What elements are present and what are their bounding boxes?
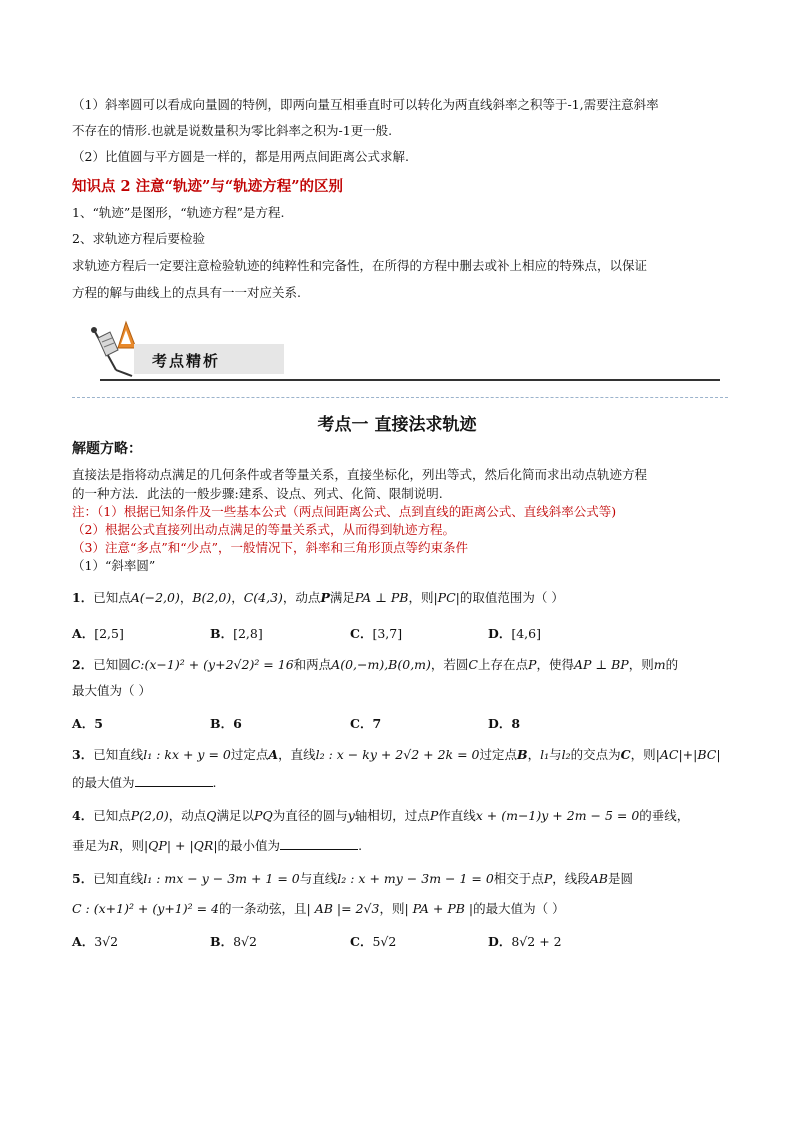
knowledge-item-1: 1、“轨迹”是图形，“轨迹方程”是方程. [72,205,285,220]
knowledge-item-2: 2、求轨迹方程后要检验 [72,231,205,246]
perp-condition: PA ⊥ PB [354,590,409,605]
q1-option-c[interactable]: C．[3,7] [350,626,403,641]
note-2: （2）根据公式直接列出动点满足的等量关系式，从而得到轨迹方程。 [72,522,455,537]
q1-option-d[interactable]: D．[4,6] [488,626,541,641]
method-line-1: 直接法是指将动点满足的几何条件或者等量关系，直接坐标化，列出等式，然后化简而求出动点轨迹方程 [72,467,648,482]
intro-para-1-line-1: （1）斜率圆可以看成向量圆的特例，即两向量互相垂直时可以转化为两直线斜率之积等于-1,需要注意斜率 [72,97,659,112]
question-3: 3．已知直线l₁ : kx + y = 0过定点A，直线l₂ : x − ky + 2√2 + 2k = 0过定点B，l₁与l₂的交点为C，则|AC|+|BC| [72,747,721,762]
dashed-separator [72,397,728,398]
q2-option-b[interactable]: B．6 [210,716,242,731]
intro-para-2: （2）比值圆与平方圆是一样的，都是用两点间距离公式求解. [72,149,409,164]
q2-option-d[interactable]: D．8 [488,716,521,731]
method-line-2: 的一种方法．此法的一般步骤:建系、设点、列式、化简、限制说明. [72,486,443,501]
q5-option-b[interactable]: B．8√2 [210,934,257,949]
q2-option-a[interactable]: A．5 [72,716,103,731]
section-banner [80,318,720,384]
question-5: 5．已知直线l₁ : mx − y − 3m + 1 = 0与直线l₂ : x + my − 3m − 1 = 0相交于点P，线段AB是圆 [72,871,633,886]
answer-blank[interactable] [135,774,213,787]
note-1: 注：（1）根据已知条件及一些基本公式（两点间距离公式、点到直线的距离公式、直线斜率公式等) [72,504,617,519]
question-3-line-2: 的最大值为 . [72,775,217,790]
point-a: A(−2,0) [130,590,180,605]
point-b: B(2,0) [192,590,232,605]
method-label: 解题方略： [72,441,142,457]
question-4-line-2: 垂足为R，则|QP| + |QR|的最小值为 . [72,838,363,853]
question-2-line-2: 最大值为（ ） [72,683,151,698]
knowledge-point-2-heading: 知识点 2 注意“轨迹”与“轨迹方程”的区别 [72,178,344,195]
note-3: （3）注意“多点”和“少点”，一般情况下，斜率和三角形顶点等约束条件 [72,540,469,555]
point-c: C(4,3) [243,590,283,605]
circle-c: C:(x−1)² + (y+2√2)² = 16 [130,657,294,672]
answer-blank[interactable] [280,837,358,850]
vector-sum: | PA + PB | [404,901,474,916]
question-1: 1．已知点A(−2,0)，B(2,0)，C(4,3)，动点P满足PA ⊥ PB，则|PC|的取值范围为（ ） [72,590,564,605]
question-2: 2．已知圆C:(x−1)² + (y+2√2)² = 16和两点A(0,−m),B(0,m)，若圆C上存在点P，使得AP ⊥ BP，则m的 [72,657,679,672]
subsection-slope-circle: （1）“斜率圆” [72,558,156,573]
q1-option-b[interactable]: B．[2,8] [210,626,263,641]
question-4: 4．已知点P(2,0)，动点Q满足以PQ为直径的圆与y轴相切，过点P作直线x + (m−1)y + 2m − 5 = 0的垂线， [72,808,690,823]
abs-pc: |PC| [433,590,460,605]
q2-option-c[interactable]: C．7 [350,716,382,731]
q1-option-a[interactable]: A．[2,5] [72,626,124,641]
knowledge-para-line-1: 求轨迹方程后一定要注意检验轨迹的纯粹性和完备性，在所得的方程中删去或补上相应的特殊点，以保证 [72,258,648,273]
banner-label: 考点精析 [152,352,221,370]
knowledge-para-line-2: 方程的解与曲线上的点具有一一对应关系. [72,285,301,300]
banner-rule [100,379,720,381]
question-5-line-2: C : (x+1)² + (y+1)² = 4的一条动弦，且| AB |= 2√3，则| PA + PB |的最大值为（ ） [72,901,565,916]
section-title: 考点一 直接法求轨迹 [317,415,477,435]
intro-para-1-line-2: 不存在的情形.也就是说数量积为零比斜率之积为-1更一般. [72,123,393,138]
q5-option-d[interactable]: D．8√2 + 2 [488,934,562,949]
q5-option-a[interactable]: A．3√2 [72,934,119,949]
q5-option-c[interactable]: C．5√2 [350,934,397,949]
